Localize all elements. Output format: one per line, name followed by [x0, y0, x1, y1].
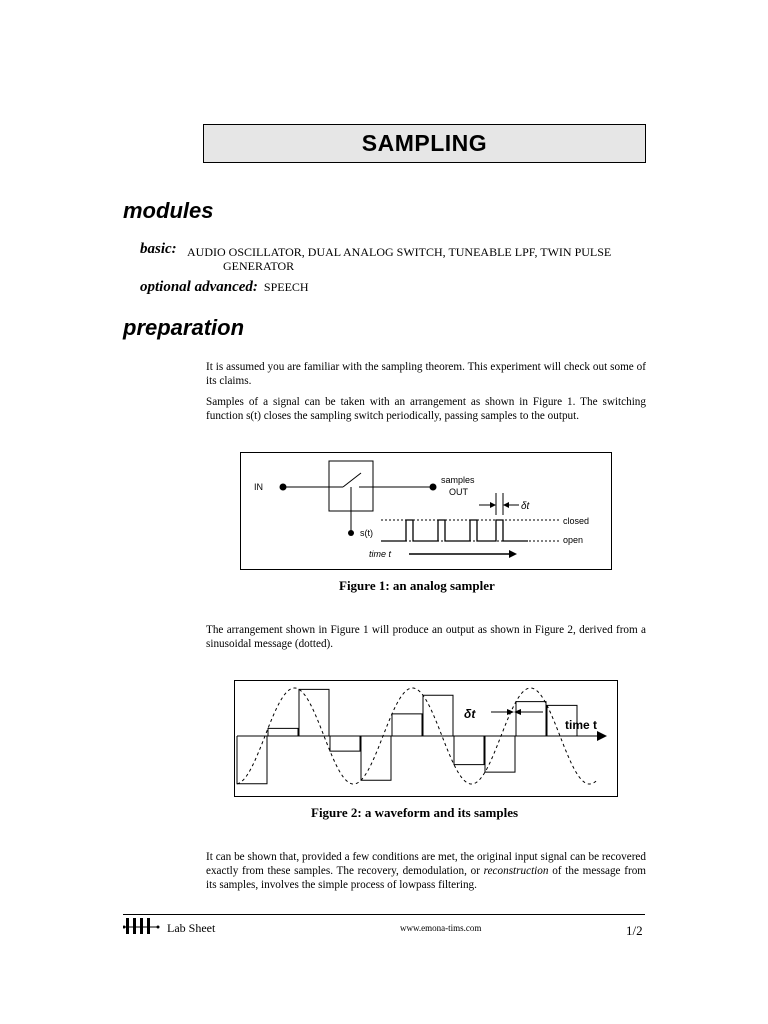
fig1-time-arrowhead — [509, 550, 517, 558]
fig2-sample-2 — [299, 689, 329, 736]
fig1-pulse-train — [381, 520, 528, 541]
fig2-sample-3 — [330, 736, 360, 751]
fig1-time-label: time t — [369, 549, 392, 559]
footer-page-number: 1/2 — [626, 923, 643, 938]
basic-modules-line — [140, 242, 177, 256]
figure-1-box — [240, 452, 612, 570]
fig2-samples-group — [237, 689, 577, 783]
fig2-sample-1 — [268, 728, 298, 736]
fig1-switch-blade — [343, 473, 361, 487]
figure-2-caption: Figure 2: a waveform and its samples — [311, 805, 519, 820]
fig2-delta-arrowhead-right — [514, 709, 521, 715]
fig2-time-arrowhead — [597, 731, 607, 741]
footer-rule — [123, 914, 645, 915]
page-title: SAMPLING — [361, 130, 488, 156]
fig2-sample-8 — [485, 736, 515, 772]
footer-url[interactable]: www.emona-tims.com — [400, 923, 482, 933]
paragraph-4-italic: reconstruction — [483, 865, 549, 877]
basic-modules-value-2: GENERATOR — [223, 259, 295, 273]
fig1-output-node — [430, 484, 437, 491]
fig2-time-label: time t — [565, 718, 598, 732]
fig1-closed-label: closed — [563, 516, 590, 526]
fig1-st-label: s(t) — [360, 528, 373, 538]
fig2-sample-9 — [516, 702, 546, 736]
paragraph-4-part-1: It can be shown that, provided a few conditions are met, the original input signal can be recovered exactly from these samples. The recovery, demodulation, or — [206, 851, 646, 877]
fig1-control-node — [348, 530, 354, 536]
footer-lab-sheet: Lab Sheet — [167, 921, 216, 935]
emona-logo-icon — [123, 917, 163, 937]
paragraph-3: The arrangement shown in Figure 1 will produce an output as shown in Figure 2, derived from a sinusoidal message (dotted). — [206, 624, 646, 650]
fig2-delta-arrowhead-left — [507, 709, 514, 715]
figure-2-box — [234, 680, 618, 797]
optional-value: SPEECH — [263, 280, 309, 294]
fig2-sample-4 — [361, 736, 391, 780]
fig2-delta-label: δt — [464, 707, 476, 721]
basic-label: basic: — [140, 241, 177, 257]
figure-1-diagram — [241, 453, 611, 569]
paragraph-1: It is assumed you are familiar with the sampling theorem. This experiment will check out some of its claims. — [206, 361, 646, 387]
fig1-delta-arrowhead-right — [503, 502, 509, 508]
basic-modules-value-1: AUDIO OSCILLATOR, DUAL ANALOG SWITCH, TUNEABLE LPF, TWIN PULSE — [187, 245, 612, 259]
paragraph-4 — [206, 850, 646, 892]
fig1-out-label: OUT — [449, 487, 468, 497]
paragraph-2: Samples of a signal can be taken with an arrangement as shown in Figure 1. The switching function s(t) closes the sampling switch periodically, passing samples to the output. — [206, 396, 646, 422]
fig2-sample-6 — [423, 695, 453, 736]
optional-label: optional advanced: — [140, 279, 258, 295]
fig1-delta-label: δt — [521, 501, 530, 512]
fig1-in-label: IN — [254, 482, 263, 492]
fig2-sample-7 — [454, 736, 484, 765]
modules-heading: modules — [123, 198, 214, 223]
fig1-samples-label: samples — [441, 475, 475, 485]
title-box — [203, 124, 646, 163]
fig1-delta-arrowhead-left — [490, 502, 496, 508]
fig1-open-label: open — [563, 535, 584, 545]
optional-modules-line — [140, 280, 309, 294]
fig2-sample-5 — [392, 714, 422, 736]
paragraph-4-part-2: of the message from its samples, involves the simple process of lowpass filtering. — [206, 865, 646, 891]
figure-2-diagram — [235, 681, 617, 796]
figure-1-caption: Figure 1: an analog sampler — [339, 578, 495, 593]
preparation-heading: preparation — [123, 315, 245, 340]
